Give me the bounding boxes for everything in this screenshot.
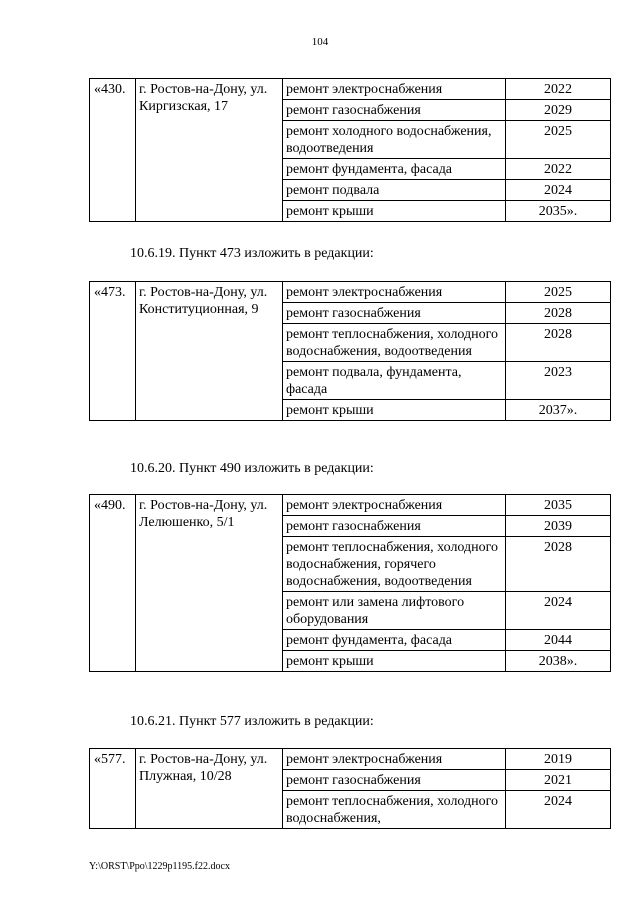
work-cell: ремонт газоснабжения bbox=[283, 303, 506, 324]
work-cell: ремонт фундамента, фасада bbox=[283, 159, 506, 180]
item-number: «490. bbox=[90, 495, 136, 672]
repair-table-430 bbox=[89, 78, 611, 222]
work-cell: ремонт газоснабжения bbox=[283, 516, 506, 537]
work-cell: ремонт крыши bbox=[283, 201, 506, 222]
year-cell: 2035». bbox=[506, 201, 611, 222]
work-cell: ремонт электроснабжения bbox=[283, 282, 506, 303]
work-cell: ремонт или замена лифтового оборудования bbox=[283, 592, 506, 630]
year-cell: 2024 bbox=[506, 180, 611, 201]
work-cell: ремонт холодного водоснабжения, водоотведения bbox=[283, 121, 506, 159]
work-cell: ремонт крыши bbox=[283, 400, 506, 421]
work-cell: ремонт теплоснабжения, холодного водоснабжения, горячего водоснабжения, водоотведения bbox=[283, 537, 506, 592]
repair-table-577 bbox=[89, 748, 611, 829]
year-cell: 2023 bbox=[506, 362, 611, 400]
table-row bbox=[90, 749, 611, 770]
repair-table-473 bbox=[89, 281, 611, 421]
work-cell: ремонт газоснабжения bbox=[283, 100, 506, 121]
table-row bbox=[90, 282, 611, 303]
year-cell: 2025 bbox=[506, 282, 611, 303]
year-cell: 2025 bbox=[506, 121, 611, 159]
work-cell: ремонт теплоснабжения, холодного водоснабжения, bbox=[283, 791, 506, 829]
table-row bbox=[90, 79, 611, 100]
file-path-footer: Y:\ORST\Ppo\1229p1195.f22.docx bbox=[89, 861, 230, 872]
year-cell: 2028 bbox=[506, 537, 611, 592]
address-cell: г. Ростов-на-Дону, ул. Плужная, 10/28 bbox=[136, 749, 283, 829]
work-cell: ремонт электроснабжения bbox=[283, 495, 506, 516]
page-number: 104 bbox=[311, 36, 329, 48]
year-cell: 2039 bbox=[506, 516, 611, 537]
year-cell: 2024 bbox=[506, 592, 611, 630]
work-cell: ремонт газоснабжения bbox=[283, 770, 506, 791]
paragraph-10-6-21: 10.6.21. Пункт 577 изложить в редакции: bbox=[130, 714, 374, 729]
paragraph-10-6-19: 10.6.19. Пункт 473 изложить в редакции: bbox=[130, 246, 374, 261]
year-cell: 2028 bbox=[506, 324, 611, 362]
work-cell: ремонт электроснабжения bbox=[283, 749, 506, 770]
year-cell: 2028 bbox=[506, 303, 611, 324]
year-cell: 2021 bbox=[506, 770, 611, 791]
year-cell: 2038». bbox=[506, 651, 611, 672]
work-cell: ремонт крыши bbox=[283, 651, 506, 672]
repair-table-490 bbox=[89, 494, 611, 672]
item-number: «430. bbox=[90, 79, 136, 222]
work-cell: ремонт подвала, фундамента, фасада bbox=[283, 362, 506, 400]
address-cell: г. Ростов-на-Дону, ул. Киргизская, 17 bbox=[136, 79, 283, 222]
table-row bbox=[90, 495, 611, 516]
year-cell: 2037». bbox=[506, 400, 611, 421]
year-cell: 2035 bbox=[506, 495, 611, 516]
work-cell: ремонт фундамента, фасада bbox=[283, 630, 506, 651]
work-cell: ремонт электроснабжения bbox=[283, 79, 506, 100]
address-cell: г. Ростов-на-Дону, ул. Лелюшенко, 5/1 bbox=[136, 495, 283, 672]
address-cell: г. Ростов-на-Дону, ул. Конституционная, 9 bbox=[136, 282, 283, 421]
year-cell: 2029 bbox=[506, 100, 611, 121]
item-number: «577. bbox=[90, 749, 136, 829]
work-cell: ремонт теплоснабжения, холодного водоснабжения, водоотведения bbox=[283, 324, 506, 362]
year-cell: 2044 bbox=[506, 630, 611, 651]
year-cell: 2019 bbox=[506, 749, 611, 770]
year-cell: 2022 bbox=[506, 79, 611, 100]
year-cell: 2024 bbox=[506, 791, 611, 829]
item-number: «473. bbox=[90, 282, 136, 421]
work-cell: ремонт подвала bbox=[283, 180, 506, 201]
year-cell: 2022 bbox=[506, 159, 611, 180]
paragraph-10-6-20: 10.6.20. Пункт 490 изложить в редакции: bbox=[130, 461, 374, 476]
